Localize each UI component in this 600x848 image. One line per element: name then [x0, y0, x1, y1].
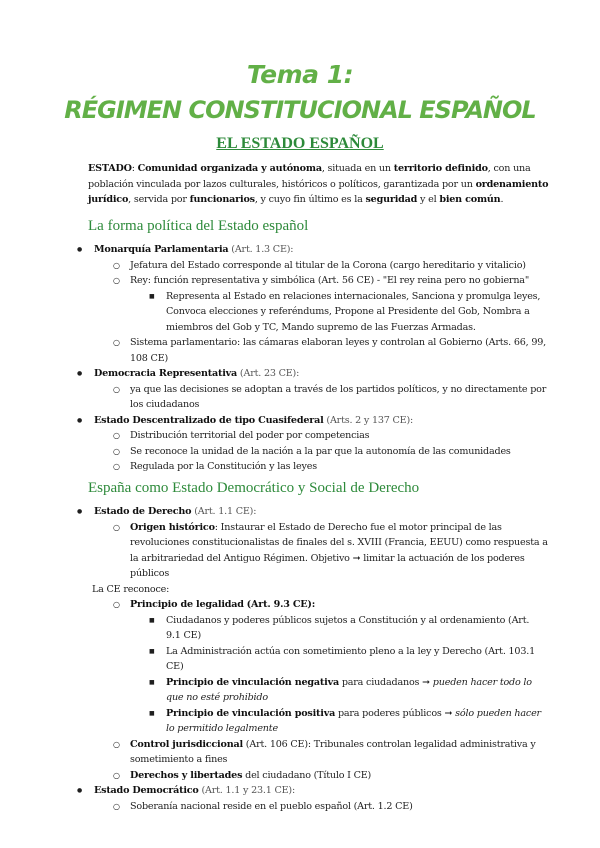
doc-title-line2: RÉGIMEN CONSTITUCIONAL ESPAÑOL	[64, 96, 536, 124]
list-item-administracion: ■ La Administración actúa con sometimiento pleno a la ley y Derecho (Art. 103.1 CE)	[0, 644, 544, 675]
list-item-sujetos: ■ Ciudadanos y poderes públicos sujetos a Constitución y al ordenamiento (Art. 9.1 CE)	[0, 613, 544, 644]
item-text: para poderes públicos ➞	[335, 707, 456, 719]
item-label: Estado de Derecho	[94, 506, 192, 517]
intro-bold: Comunidad organizada y autónoma	[137, 163, 322, 174]
section1-heading: La forma política del Estado español	[88, 218, 309, 234]
ce-reconoce-label: La CE reconoce:	[92, 583, 170, 595]
intro-bold: seguridad	[365, 194, 418, 205]
doc-subtitle: EL ESTADO ESPAÑOL	[216, 135, 384, 152]
list-item-origen	[0, 520, 550, 582]
item-text: : Instaurar el Estado de Derecho fue el motor principal de las revoluciones constitucionalistas de finales del s. XVIII (Francia, EEUU) como respuesta a la arbitrariedad del Antiguo Régimen. Objetivo ➞ limitar la actuación de los poderes públicos	[130, 521, 548, 579]
intro-text: y el	[417, 194, 440, 205]
list-item-descentralizado	[0, 413, 600, 429]
intro-paragraph	[88, 161, 558, 208]
list-item-regulada: ○ Regulada por la Constitución y las leyes	[0, 459, 550, 475]
list-item-jefatura: ○ Jefatura del Estado corresponde al titular de la Corona (cargo hereditario y vitalicio)	[0, 258, 550, 274]
item-ref: (Arts. 2 y 137 CE):	[323, 414, 414, 426]
list-item-vinculacion-negativa	[0, 675, 544, 706]
list-item-estado-democratico	[0, 783, 600, 799]
item-label: Democracia Representativa	[94, 368, 238, 379]
item-ref: (Art. 1.3 CE):	[228, 244, 294, 255]
intro-bold: ESTADO	[88, 163, 132, 174]
item-text: para ciudadanos ➞	[338, 676, 433, 688]
doc-title-line1: Tema 1:	[246, 60, 354, 89]
intro-bold: funcionarios	[189, 194, 255, 205]
list-item-estado-derecho	[0, 504, 600, 520]
list-item-sistema: ○ Sistema parlamentario: las cámaras elaboran leyes y controlan al Gobierno (Arts. 66, 99, 108 CE)	[0, 335, 550, 366]
section2-list	[0, 504, 600, 814]
intro-text: .	[500, 194, 504, 205]
item-label: Monarquía Parlamentaria	[94, 244, 229, 255]
item-label: Control jurisdiccional	[130, 738, 243, 750]
item-label: Origen histórico	[130, 521, 215, 533]
intro-text: , servida por	[128, 194, 190, 205]
intro-text: , con una población vinculada por lazos culturales, históricos o políticos, garantizada por un	[88, 163, 531, 190]
item-italic: pueden hacer todo lo que no esté prohibido	[166, 676, 532, 703]
intro-text: , situada en un	[321, 163, 394, 174]
list-item-control	[0, 737, 550, 768]
item-label: Estado Descentralizado de tipo Cuasifederal	[94, 414, 324, 426]
list-item-representa: ■ Representa al Estado en relaciones internacionales, Sanciona y promulga leyes, Convoca elecciones y referéndums, Propone al Presidente del Gob, Nombra a miembros del Gob y TC, Mando supremo de las Fuerzas Armadas.	[0, 289, 544, 336]
section1-list	[0, 242, 600, 475]
item-ref: (Art. 23 CE):	[237, 368, 300, 379]
item-label: Principio de vinculación negativa	[166, 676, 339, 688]
item-label: Principio de vinculación positiva	[166, 707, 336, 719]
item-label: Estado Democrático	[94, 785, 199, 796]
item-ref: (Art. 1.1 CE):	[191, 506, 257, 517]
list-item-monarquia	[0, 242, 600, 258]
intro-text: , y cuyo fin último es la	[254, 194, 366, 205]
list-item-unidad: ○ Se reconoce la unidad de la nación a la par que la autonomía de las comunidades	[0, 444, 550, 460]
item-colon: :	[311, 599, 316, 610]
item-label: Derechos y libertades	[130, 769, 243, 781]
list-item-legalidad	[0, 597, 550, 613]
section2-heading: España como Estado Democrático y Social de Derecho	[88, 480, 420, 496]
item-ref: (Art. 9.3 CE)	[246, 599, 312, 610]
item-text: del ciudadano (Título I CE)	[242, 769, 372, 781]
item-label: Principio de legalidad	[130, 599, 244, 610]
item-text: (Art. 106 CE): Tribunales controlan legalidad administrativa y sometimiento a fines	[130, 738, 536, 765]
list-item-rey: ○ Rey: función representativa y simbólica (Art. 56 CE) - "El rey reina pero no gobierna"	[0, 273, 550, 289]
item-italic: sólo pueden hacer lo permitido legalmente	[166, 707, 541, 734]
item-ref: (Art. 1.1 y 23.1 CE):	[198, 785, 295, 796]
list-item-democracia	[0, 366, 600, 382]
list-item-derechos	[0, 768, 550, 784]
intro-text: :	[131, 163, 138, 174]
list-item-distribucion: ○ Distribución territorial del poder por competencias	[0, 428, 550, 444]
list-item-vinculacion-positiva	[0, 706, 544, 737]
intro-bold: ordenamiento jurídico	[88, 178, 549, 205]
list-item-decisiones: ○ ya que las decisiones se adoptan a través de los partidos políticos, y no directamente por los ciudadanos	[0, 382, 550, 413]
intro-bold: territorio definido	[393, 163, 488, 174]
intro-bold: bien común	[439, 194, 501, 205]
list-item-soberania: ○ Soberanía nacional reside en el pueblo español (Art. 1.2 CE)	[0, 799, 550, 815]
